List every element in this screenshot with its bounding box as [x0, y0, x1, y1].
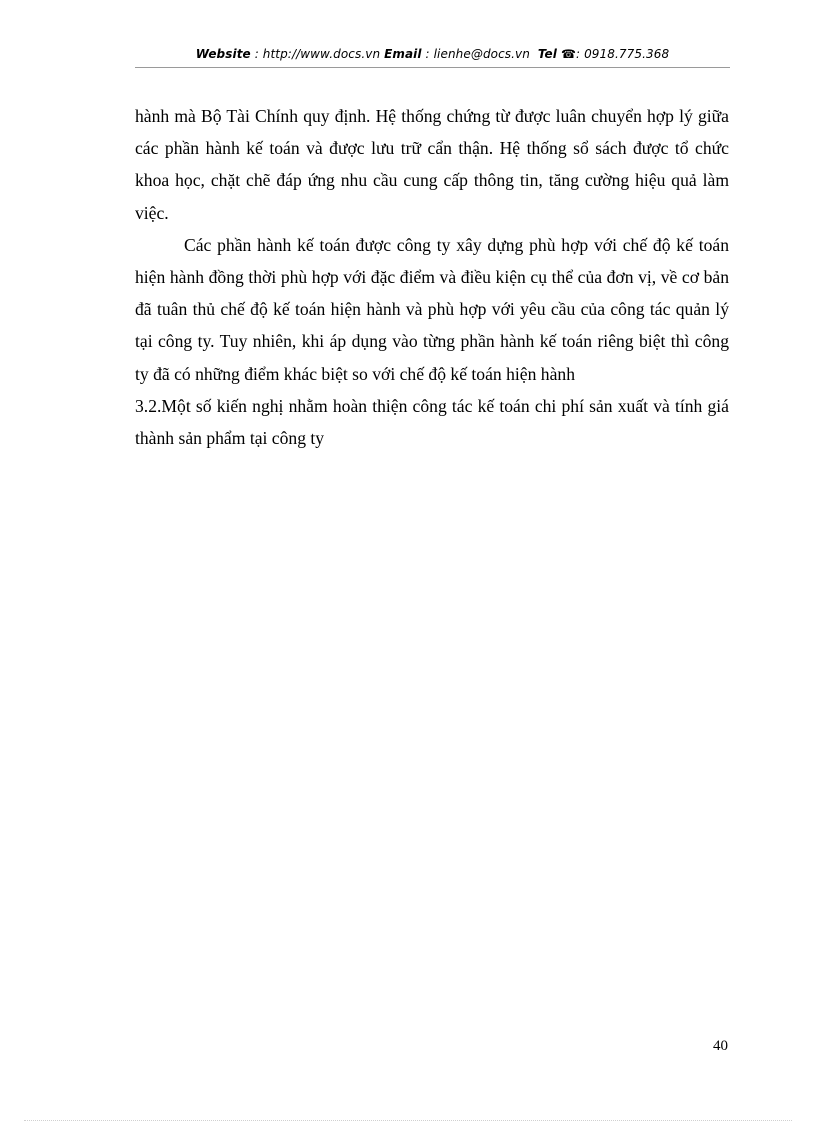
paragraph-accounting-sections: Các phần hành kế toán được công ty xây dựng phù hợp với chế độ kế toán hiện hành đồng thời phù hợp với đặc điểm và điều kiện cụ thể của đơn vị, về cơ bản đã tuân thủ chế độ kế toán hiện hành và phù hợp với yêu cầu của công tác quản lý tại công ty. Tuy nhiên, khi áp dụng vào từng phần hành kế toán riêng biệt thì công ty đã có những điểm khác biệt so với chế độ kế toán hiện hành	[135, 234, 729, 384]
section-heading-3-2: 3.2.Một số kiến nghị nhằm hoàn thiện công tác kế toán chi phí sản xuất và tính giá thành sản phẩm tại công ty	[135, 395, 729, 449]
website-label: Website	[195, 47, 251, 61]
email-label: Email	[384, 47, 422, 61]
tel-number: 0918.775.368	[584, 47, 670, 61]
header-divider	[135, 67, 730, 68]
tel-separator: :	[576, 47, 585, 61]
document-body	[135, 100, 729, 454]
email-separator: :	[421, 47, 434, 61]
website-separator: :	[250, 47, 263, 61]
footer-dotted-rule	[24, 1120, 792, 1121]
tel-label: Tel	[537, 47, 558, 61]
page-header	[135, 47, 730, 67]
page-number: 40	[713, 1038, 728, 1054]
website-url[interactable]: http://www.docs.vn	[262, 47, 381, 61]
paragraph-continuation: hành mà Bộ Tài Chính quy định. Hệ thống chứng từ được luân chuyển hợp lý giữa các phần hành kế toán và được lưu trữ cẩn thận. Hệ thống sổ sách được tổ chức khoa học, chặt chẽ đáp ứng nhu cầu cung cấp thông tin, tăng cường hiệu quả làm việc.	[135, 106, 729, 223]
email-address[interactable]: lienhe@docs.vn	[433, 47, 530, 61]
phone-icon: ☎	[560, 47, 576, 61]
